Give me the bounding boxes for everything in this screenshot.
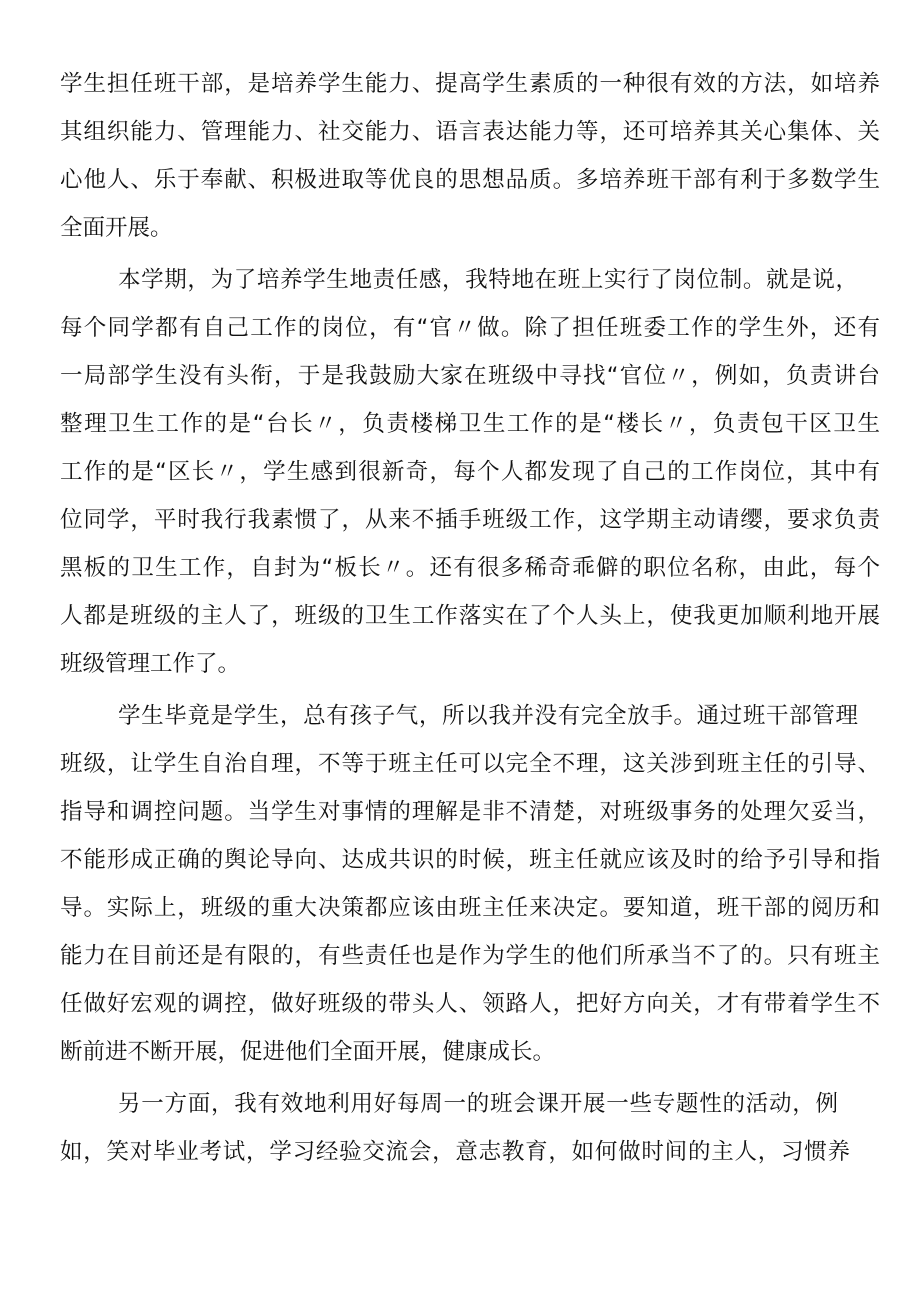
paragraph-1-line-2: 其组织能力、管理能力、社交能力、语言表达能力等，还可培养其关心集体、关 bbox=[60, 119, 880, 145]
paragraph-2-line-1: 本学期，为了培养学生地责任感，我特地在班上实行了岗位制。就是说， bbox=[118, 267, 858, 293]
paragraph-3-line-5: 导。实际上，班级的重大决策都应该由班主任来决定。要知道，班干部的阅历和 bbox=[60, 895, 880, 921]
paragraph-3-line-7: 任做好宏观的调控，做好班级的带头人、领路人，把好方向关，才有带着学生不 bbox=[60, 991, 880, 1017]
paragraph-2-line-9: 班级管理工作了。 bbox=[60, 651, 241, 677]
paragraph-1-line-4: 全面开展。 bbox=[60, 215, 173, 241]
paragraph-1-line-3: 心他人、乐于奉献、积极进取等优良的思想品质。多培养班干部有利于多数学生 bbox=[60, 167, 880, 193]
paragraph-3-line-3: 指导和调控问题。当学生对事情的理解是非不清楚，对班级事务的处理欠妥当， bbox=[60, 799, 880, 825]
paragraph-2-line-2: 每个同学都有自己工作的岗位，有“官〃做。除了担任班委工作的学生外，还有 bbox=[60, 315, 880, 341]
paragraph-2-line-4: 整理卫生工作的是“台长〃，负责楼梯卫生工作的是“楼长〃，负责包干区卫生 bbox=[60, 411, 880, 437]
paragraph-2-line-8: 人都是班级的主人了，班级的卫生工作落实在了个人头上，使我更加顺利地开展 bbox=[60, 603, 880, 629]
paragraph-2-line-7: 黑板的卫生工作，自封为“板长〃。还有很多稀奇乖僻的职位名称，由此，每个 bbox=[60, 555, 880, 581]
paragraph-3-line-8: 断前进不断开展，促进他们全面开展，健康成长。 bbox=[60, 1039, 556, 1065]
paragraph-3-line-1: 学生毕竟是学生，总有孩子气，所以我并没有完全放手。通过班干部管理 bbox=[118, 703, 858, 729]
paragraph-3-line-4: 不能形成正确的舆论导向、达成共识的时候，班主任就应该及时的给予引导和指 bbox=[60, 847, 880, 873]
paragraph-4-line-1: 另一方面，我有效地利用好每周一的班会课开展一些专题性的活动，例 bbox=[118, 1091, 838, 1117]
paragraph-3-line-6: 能力在目前还是有限的，有些责任也是作为学生的他们所承当不了的。只有班主 bbox=[60, 943, 880, 969]
paragraph-4-line-2: 如，笑对毕业考试，学习经验交流会，意志教育，如何做时间的主人，习惯养 bbox=[60, 1139, 850, 1165]
paragraph-2-line-6: 位同学，平时我行我素惯了，从来不插手班级工作，这学期主动请缨，要求负责 bbox=[60, 507, 880, 533]
paragraph-1-line-1: 学生担任班干部，是培养学生能力、提高学生素质的一种很有效的方法，如培养 bbox=[60, 71, 880, 97]
paragraph-2-line-5: 工作的是“区长〃，学生感到很新奇，每个人都发现了自己的工作岗位，其中有 bbox=[60, 459, 880, 485]
paragraph-2-line-3: 一局部学生没有头衔，于是我鼓励大家在班级中寻找“官位〃，例如，负责讲台 bbox=[60, 363, 880, 389]
paragraph-3-line-2: 班级，让学生自治自理，不等于班主任可以完全不理，这关涉到班主任的引导、 bbox=[60, 751, 880, 777]
